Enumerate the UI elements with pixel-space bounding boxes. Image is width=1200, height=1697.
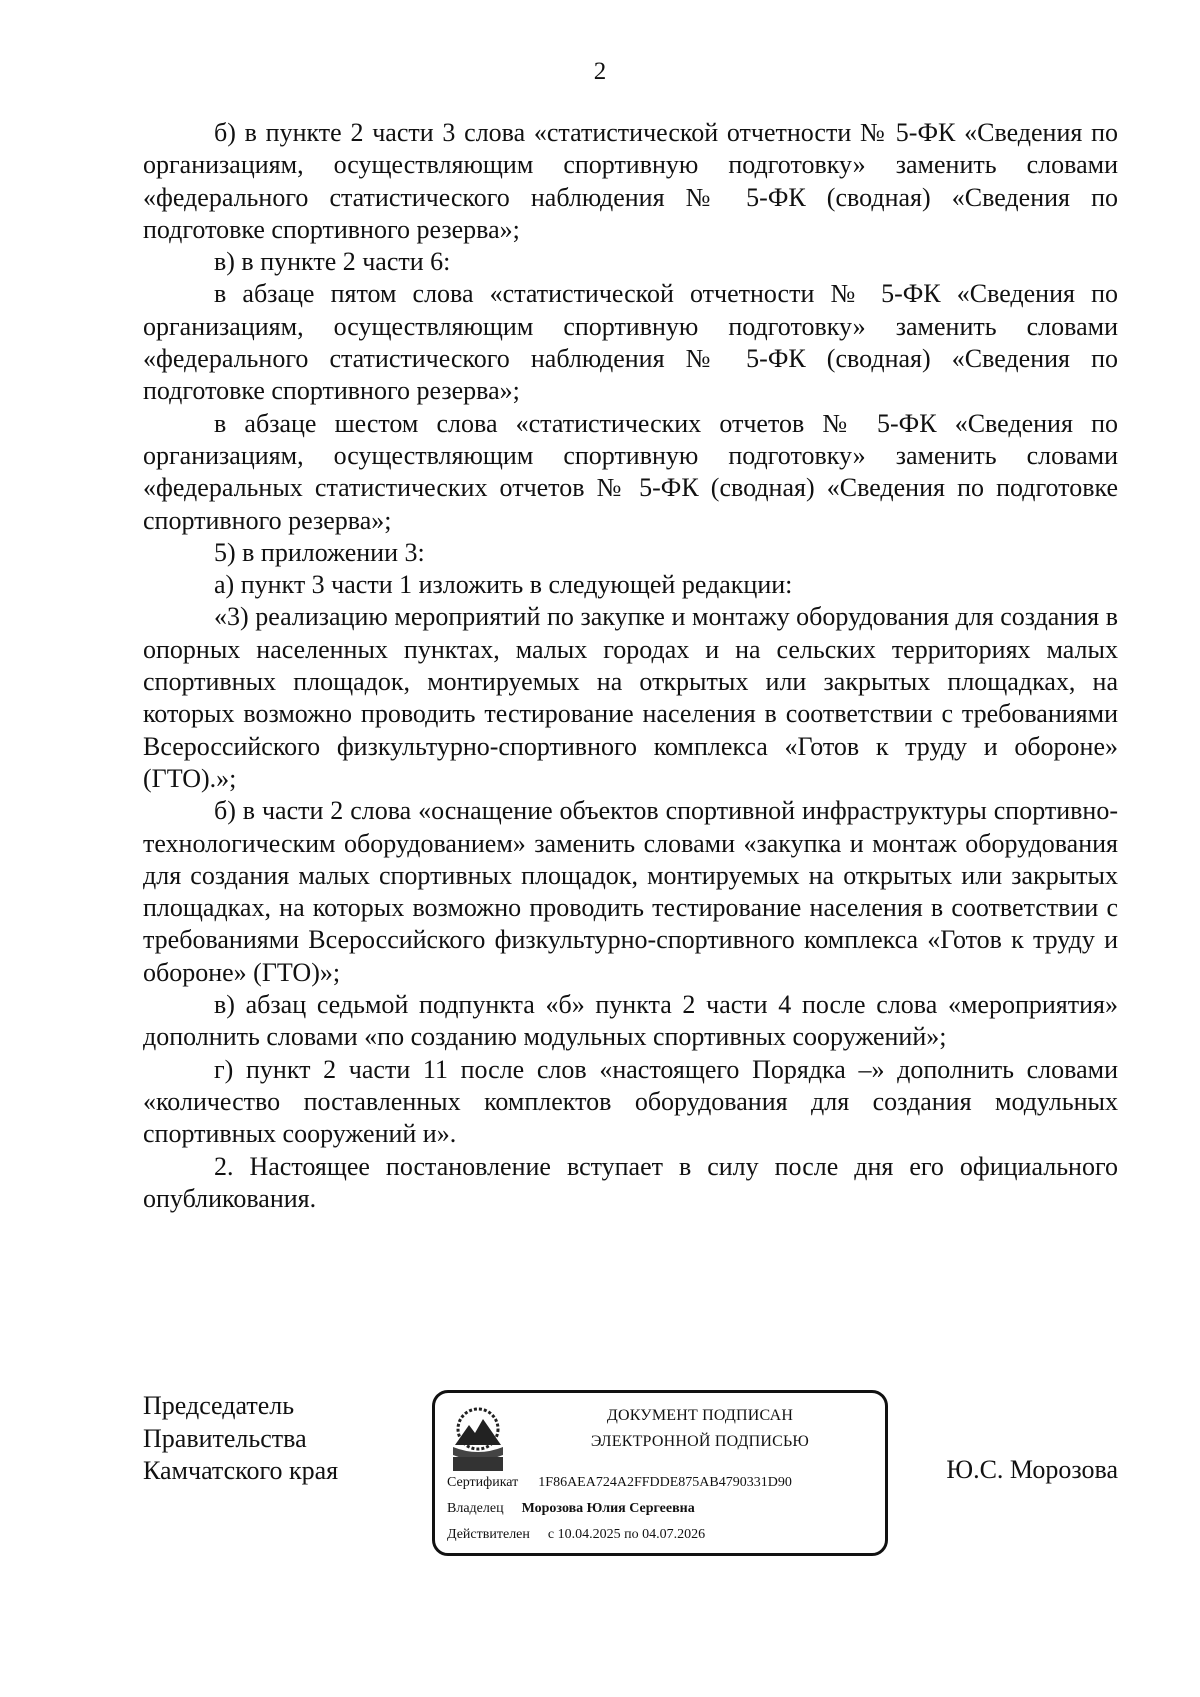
position-line: Правительства (143, 1423, 307, 1453)
paragraph: 2. Настоящее постановление вступает в силу после дня его официального опубликования. (143, 1151, 1118, 1213)
document-body (143, 117, 1118, 1215)
certificate-value: 1F86AEA724A2FFDDE875AB4790331D90 (538, 1475, 792, 1490)
owner-value: Морозова Юлия Сергеевна (521, 1501, 695, 1516)
validity-label: Действителен (447, 1527, 530, 1542)
paragraph: в) абзац седьмой подпункта «б» пункта 2 части 4 после слова «мероприятия» дополнить словами «по созданию модульных спортивных сооружений»; (143, 990, 1118, 1052)
paragraph: а) пункт 3 части 1 изложить в следующей редакции: (214, 570, 793, 600)
electronic-signature-stamp (432, 1390, 888, 1556)
owner-row (447, 1501, 695, 1517)
paragraph: в абзаце пятом слова «статистической отчетности № 5-ФК «Сведения по организациям, осуществляющим спортивную подготовку» заменить словами «федерального статистического наблюдения № 5-ФК (сводная) «Сведения по подготовке спортивного резерва»; (143, 279, 1118, 406)
owner-label: Владелец (447, 1501, 504, 1516)
validity-row (447, 1527, 705, 1543)
kamchatka-emblem-icon (449, 1405, 507, 1475)
stamp-title: ЭЛЕКТРОННОЙ ПОДПИСЬЮ (590, 1433, 810, 1450)
paragraph: б) в пункте 2 части 3 слова «статистической отчетности № 5-ФК «Сведения по организациям, осуществляющим спортивную подготовку» заменить словами «федерального статистического наблюдения № 5-ФК (сводная) «Сведения по подготовке спортивного резерва»; (143, 118, 1118, 244)
paragraph: 5) в приложении 3: (214, 537, 425, 567)
signatory-position (143, 1390, 338, 1488)
certificate-row (447, 1475, 792, 1491)
paragraph: «3) реализацию мероприятий по закупке и монтажу оборудования для создания в опорных населенных пунктах, малых городах и на сельских территориях малых спортивных площадок, монтируемых на открытых или закрытых площадках, на которых возможно проводить тестирование населения в соответствии с требованиями Всероссийского физкультурно-спортивного комплекса «Готов к труду и обороне» (ГТО).»; (143, 602, 1118, 793)
paragraph: в абзаце шестом слова «статистических отчетов № 5-ФК «Сведения по организациям, осуществляющим спортивную подготовку» заменить словами «федеральных статистических отчетов № 5-ФК (сводная) «Сведения по подготовке спортивного резерва»; (143, 408, 1118, 535)
paragraph: б) в части 2 слова «оснащение объектов спортивной инфраструктуры спортивно-технологическим оборудованием» заменить словами «закупка и монтаж оборудования для создания малых спортивных площадок, монтируемых на открытых или закрытых площадках, на которых возможно проводить тестирование населения в соответствии с требованиями Всероссийского физкультурно-спортивного комплекса «Готов к труду и обороне» (ГТО)»; (143, 796, 1118, 987)
page-number: 2 (593, 58, 607, 85)
validity-value: с 10.04.2025 по 04.07.2026 (547, 1527, 706, 1542)
signatory-name: Ю.С. Морозова (946, 1455, 1118, 1484)
position-line: Председатель (143, 1391, 295, 1420)
paragraph: в) в пункте 2 части 6: (214, 247, 451, 277)
position-line: Камчатского края (143, 1456, 339, 1485)
stamp-title: ДОКУМЕНТ ПОДПИСАН (606, 1407, 794, 1424)
certificate-label: Сертификат (447, 1475, 519, 1490)
paragraph: г) пункт 2 части 11 после слов «настоящего Порядка –» дополнить словами «количество поставленных комплектов оборудования для создания модульных спортивных сооружений и». (143, 1054, 1118, 1149)
